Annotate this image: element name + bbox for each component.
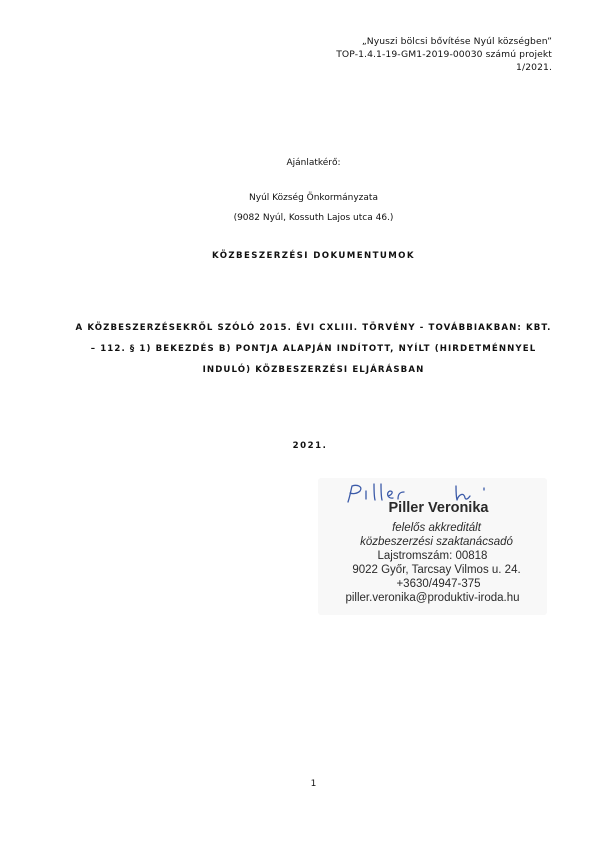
document-number: 1/2021. bbox=[516, 62, 552, 73]
main-title-line-3: INDULÓ) KÖZBESZERZÉSI ELJÁRÁSBAN bbox=[202, 365, 425, 375]
requester-label: Ajánlatkérő: bbox=[286, 158, 341, 168]
main-title-line-2: – 112. § 1) BEKEZDÉS B) PONTJA ALAPJÁN INDÍTOTT, NYÍLT (HIRDETMÉNNYEL bbox=[90, 344, 537, 354]
project-name: „Nyuszi bölcsi bővítése Nyúl községben” bbox=[361, 36, 552, 47]
project-id: TOP-1.4.1-19-GM1-2019-00030 számú projekt bbox=[336, 49, 552, 60]
documents-title: KÖZBESZERZÉSI DOKUMENTUMOK bbox=[212, 251, 415, 261]
document-year: 2021. bbox=[292, 441, 328, 451]
requester-address: (9082 Nyúl, Kossuth Lajos utca 46.) bbox=[233, 213, 394, 223]
main-title bbox=[70, 318, 557, 381]
project-header bbox=[252, 35, 552, 74]
stamp-name: Piller Veronika bbox=[388, 500, 489, 516]
main-title-line-1: A KÖZBESZERZÉSEKRŐL SZÓLÓ 2015. ÉVI CXLIII. TÖRVÉNY - TOVÁBBIAKBAN: KBT. bbox=[75, 323, 552, 333]
stamp-phone: +3630/4947-375 bbox=[396, 578, 481, 590]
consultant-stamp bbox=[318, 478, 547, 615]
stamp-address: 9022 Győr, Tarcsay Vilmos u. 24. bbox=[352, 564, 521, 576]
stamp-registration: Lajstromszám: 00818 bbox=[377, 550, 488, 562]
stamp-role-line-2: közbeszerzési szaktanácsadó bbox=[360, 536, 513, 548]
requester-name: Nyúl Község Önkormányzata bbox=[249, 193, 378, 203]
stamp-email: piller.veronika@produktiv-iroda.hu bbox=[345, 592, 520, 604]
page-number: 1 bbox=[310, 779, 317, 789]
stamp-role-line-1: felelős akkreditált bbox=[392, 522, 481, 534]
